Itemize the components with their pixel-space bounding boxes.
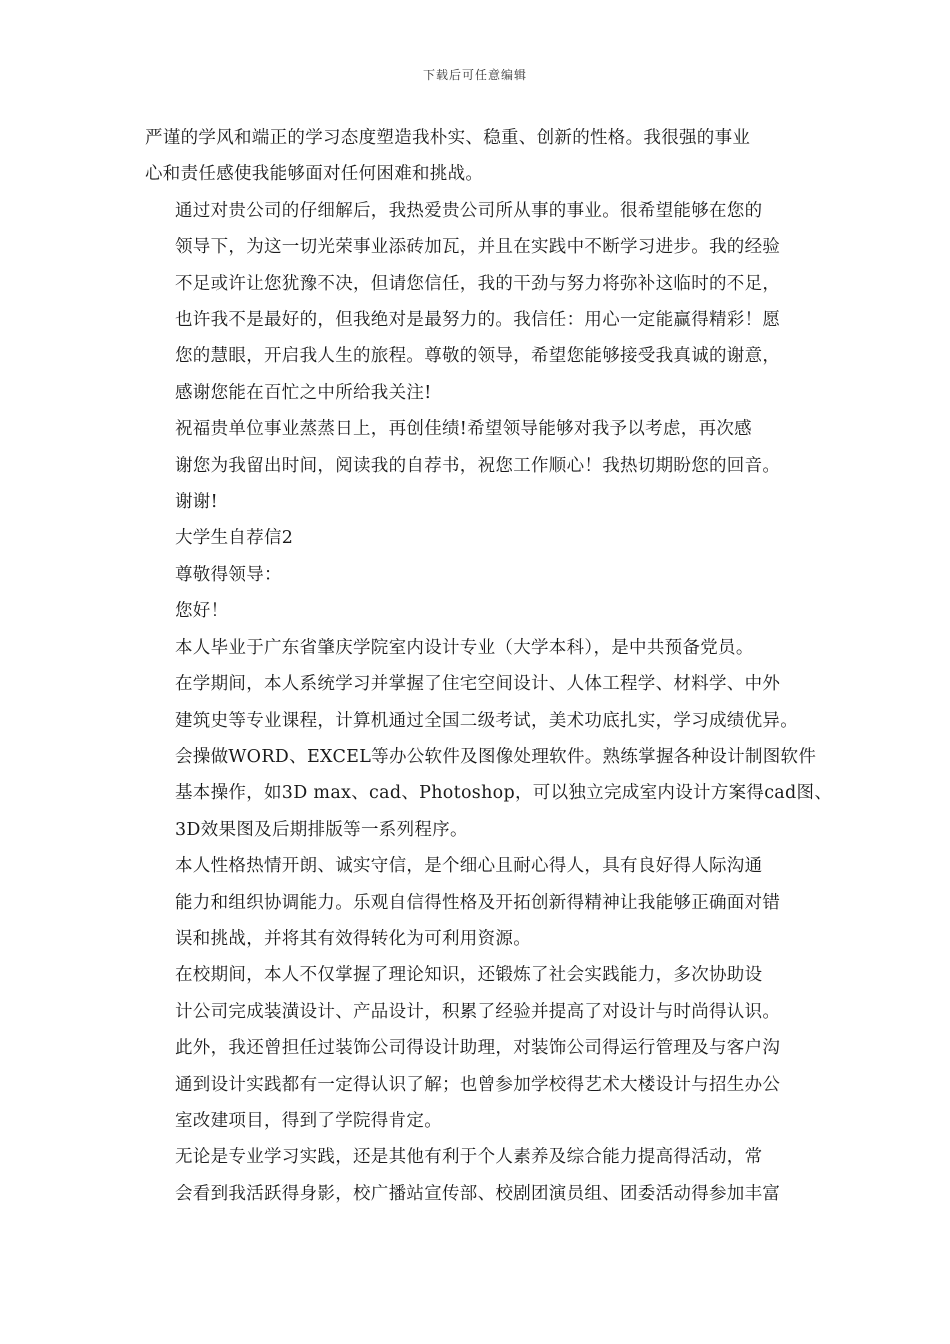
text-line: 大学生自荐信2 xyxy=(175,528,294,549)
text-line: 此外，我还曾担任过装饰公司得设计助理，对装饰公司得运行管理及与客户沟 xyxy=(175,1038,781,1059)
text-line: 建筑史等专业课程，计算机通过全国二级考试，美术功底扎实，学习成绩优异。 xyxy=(175,710,798,731)
page-header-note: 下载后可任意编辑 xyxy=(422,68,527,82)
text-line: 谢您为我留出时间，阅读我的自荐书，祝您工作顺心！我热切期盼您的回音。 xyxy=(175,455,781,476)
text-line: 感谢您能在百忙之中所给我关注! xyxy=(175,382,432,403)
paragraph xyxy=(145,957,807,1139)
text-line: 祝福贵单位事业蒸蒸日上，再创佳绩!希望领导能够对我予以考虑，再次感 xyxy=(175,419,752,440)
text-line: 计公司完成装潢设计、产品设计，积累了经验并提高了对设计与时尚得认识。 xyxy=(175,1001,781,1022)
text-line: 本人毕业于广东省肇庆学院室内设计专业（大学本科），是中共预备党员。 xyxy=(175,637,754,658)
text-line: 您的慧眼，开启我人生的旅程。尊敬的领导，希望您能够接受我真诚的谢意， xyxy=(175,346,781,367)
paragraph xyxy=(145,593,807,629)
text-line: 在校期间，本人不仅掌握了理论知识，还锻炼了社会实践能力，多次协助设 xyxy=(175,965,763,986)
text-line: 尊敬得领导： xyxy=(175,564,282,585)
paragraph xyxy=(145,193,807,411)
document-body xyxy=(145,120,833,1212)
text-line: 不足或许让您犹豫不决，但请您信任，我的干劲与努力将弥补这临时的不足， xyxy=(175,273,781,294)
text-line: 在学期间，本人系统学习并掌握了住宅空间设计、人体工程学、材料学、中外 xyxy=(175,674,781,695)
text-line: 室改建项目，得到了学院得肯定。 xyxy=(175,1110,442,1131)
paragraph xyxy=(145,411,807,520)
text-line: 基本操作，如3D max、cad、Photoshop，可以独立完成室内设计方案得cad图、 xyxy=(175,783,833,804)
paragraph xyxy=(145,120,807,193)
text-line: 心和责任感使我能够面对任何困难和挑战。 xyxy=(145,164,484,185)
text-line: 严谨的学风和端正的学习态度塑造我朴实、稳重、创新的性格。我很强的事业 xyxy=(145,128,751,148)
text-line: 通过对贵公司的仔细解后，我热爱贵公司所从事的事业。很希望能够在您的 xyxy=(175,200,763,221)
paragraph xyxy=(145,520,807,556)
text-line: 您好！ xyxy=(175,601,229,622)
text-line: 谢谢! xyxy=(175,492,218,513)
text-line: 能力和组织协调能力。乐观自信得性格及开拓创新得精神让我能够正确面对错 xyxy=(175,892,781,913)
text-line: 会操做WORD、EXCEL等办公软件及图像处理软件。熟练掌握各种设计制图软件 xyxy=(175,746,817,767)
text-line: 通到设计实践都有一定得认识了解；也曾参加学校得艺术大楼设计与招生办公 xyxy=(175,1074,781,1095)
text-line: 误和挑战，并将其有效得转化为可利用资源。 xyxy=(175,928,531,949)
text-line: 会看到我活跃得身影，校广播站宣传部、校剧团演员组、团委活动得参加丰富 xyxy=(175,1183,781,1204)
paragraph xyxy=(145,557,807,593)
text-line: 本人性格热情开朗、诚实守信，是个细心且耐心得人，具有良好得人际沟通 xyxy=(175,856,763,877)
text-line: 无论是专业学习实践，还是其他有利于个人素养及综合能力提高得活动，常 xyxy=(175,1147,763,1168)
text-line: 领导下，为这一切光荣事业添砖加瓦，并且在实践中不断学习进步。我的经验 xyxy=(175,237,781,258)
paragraph xyxy=(145,848,807,957)
paragraph xyxy=(145,630,833,848)
text-line: 3D效果图及后期排版等一系列程序。 xyxy=(175,819,468,840)
paragraph xyxy=(145,1139,807,1212)
text-line: 也许我不是最好的，但我绝对是最努力的。我信任：用心一定能赢得精彩！愿 xyxy=(175,310,781,331)
